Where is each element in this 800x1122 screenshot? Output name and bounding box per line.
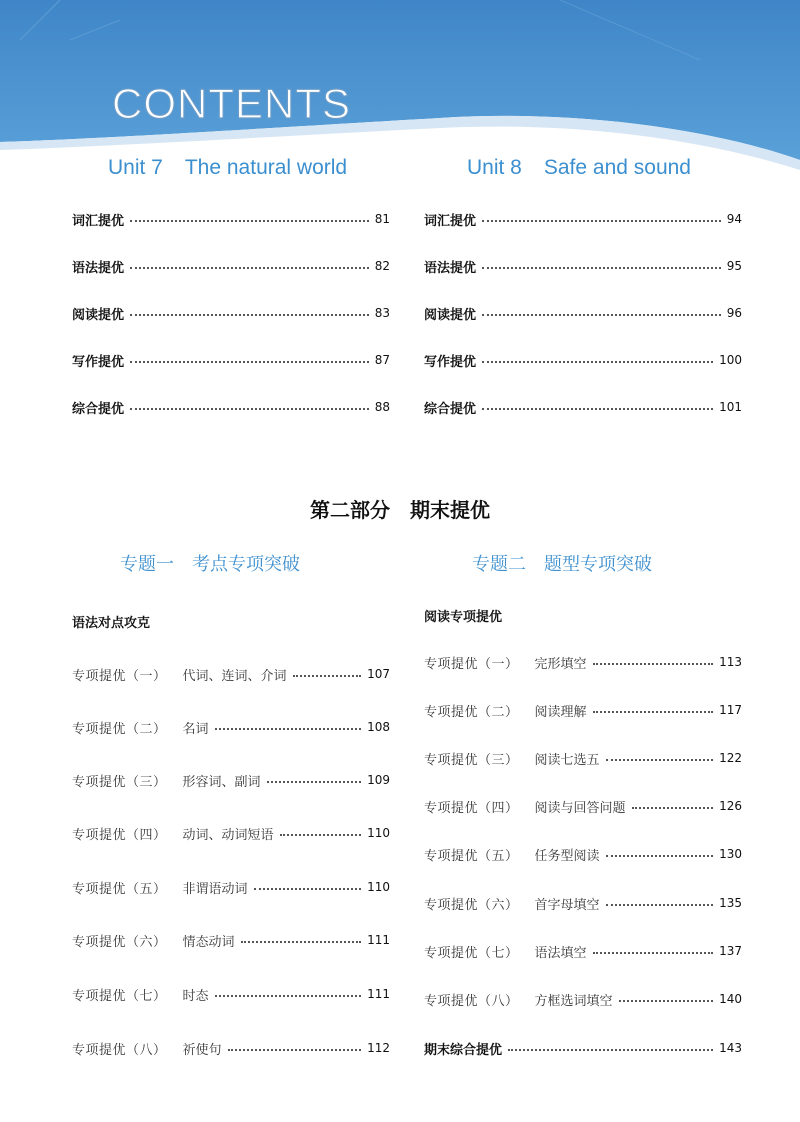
toc-page: 111 [367,987,390,1001]
toc-label: 词汇提优 [72,213,125,229]
toc-row[interactable] [424,209,742,229]
leader-dots [482,361,713,363]
toc-row[interactable] [72,397,390,417]
toc-page: 108 [367,720,390,734]
toc-page: 143 [719,1041,742,1055]
toc-prefix: 专项提优（五） [424,848,519,864]
part2-title: 第二部分 期末提优 [310,498,490,522]
toc-topic: 阅读与回答问题 [534,800,626,816]
toc-page: 87 [374,353,390,367]
toc-page: 88 [374,400,390,414]
toc-page: 83 [374,306,390,320]
toc-topic: 完形填空 [534,656,587,672]
leader-dots [130,267,369,269]
leader-dots [267,781,362,783]
toc-label: 综合提优 [424,401,477,417]
leader-dots [228,1049,362,1051]
leader-dots [593,711,714,713]
toc-page: 107 [367,667,390,681]
toc-row[interactable] [424,700,742,720]
leader-dots [293,675,362,677]
leader-dots [482,314,721,316]
toc-row[interactable] [72,877,390,897]
leader-dots [482,408,713,410]
toc-label: 词汇提优 [424,213,477,229]
toc-prefix: 专项提优（七） [72,988,167,1004]
toc-row[interactable] [424,796,742,816]
unit7-number: Unit 7 [108,156,163,179]
leader-dots [215,995,362,997]
toc-row[interactable] [72,256,390,276]
contents-title: CONTENTS [112,80,351,127]
toc-page: 137 [719,944,742,958]
toc-prefix: 专项提优（六） [424,897,519,913]
toc-prefix: 专项提优（五） [72,881,167,897]
leader-dots [632,807,714,809]
toc-topic: 语法填空 [534,945,587,961]
toc-page: 109 [367,773,390,787]
toc-row-final[interactable] [424,1038,742,1058]
unit8-number: Unit 8 [467,156,522,179]
unit7-title [108,156,347,186]
toc-page: 130 [719,847,742,861]
leader-dots [215,728,362,730]
toc-page: 96 [726,306,742,320]
toc-row[interactable] [72,770,390,790]
toc-topic: 时态 [182,988,209,1004]
toc-topic: 首字母填空 [534,897,600,913]
leader-dots [130,314,369,316]
toc-label: 阅读提优 [72,307,125,323]
toc-label: 语法提优 [424,260,477,276]
toc-page: 122 [719,751,742,765]
toc-prefix: 专项提优（六） [72,934,167,950]
toc-page: 111 [367,933,390,947]
toc-page: 135 [719,896,742,910]
toc-prefix: 专项提优（一） [424,656,519,672]
toc-label: 语法提优 [72,260,125,276]
toc-page: 81 [374,212,390,226]
toc-topic: 阅读理解 [534,704,587,720]
toc-row[interactable] [72,209,390,229]
toc-page: 140 [719,992,742,1006]
leader-dots [619,1000,714,1002]
toc-topic: 代词、连词、介词 [182,668,287,684]
leader-dots [606,855,714,857]
toc-page: 117 [719,703,742,717]
toc-label: 期末综合提优 [424,1042,503,1058]
leader-dots [130,361,369,363]
toc-prefix: 专项提优（三） [72,774,167,790]
toc-page: 113 [719,655,742,669]
toc-row[interactable] [424,256,742,276]
toc-prefix: 专项提优（二） [72,721,167,737]
toc-prefix: 专项提优（三） [424,752,519,768]
toc-page: 112 [367,1041,390,1055]
toc-row[interactable] [72,930,390,950]
toc-row[interactable] [72,823,390,843]
toc-label: 综合提优 [72,401,125,417]
toc-row[interactable] [424,303,742,323]
toc-label: 写作提优 [72,354,125,370]
unit8-title [467,156,691,186]
toc-prefix: 专项提优（七） [424,945,519,961]
topic1-section-head: 语法对点攻克 [72,616,151,631]
toc-page: 110 [367,880,390,894]
toc-page: 94 [726,212,742,226]
leader-dots [130,220,369,222]
leader-dots [606,904,714,906]
toc-prefix: 专项提优（四） [72,827,167,843]
toc-row[interactable] [424,893,742,913]
toc-topic: 形容词、副词 [182,774,261,790]
toc-row[interactable] [424,989,742,1009]
toc-prefix: 专项提优（四） [424,800,519,816]
unit8-name: Safe and sound [543,156,691,179]
topic2-section-head: 阅读专项提优 [424,610,503,625]
toc-row[interactable] [72,984,390,1004]
leader-dots [241,941,362,943]
toc-topic: 名词 [182,721,209,737]
toc-row[interactable] [72,350,390,370]
toc-page: 126 [719,799,742,813]
leader-dots [508,1049,713,1051]
toc-label: 写作提优 [424,354,477,370]
toc-row[interactable] [424,748,742,768]
toc-topic: 阅读七选五 [534,752,600,768]
toc-row[interactable] [424,941,742,961]
toc-row[interactable] [424,397,742,417]
leader-dots [254,888,362,890]
toc-row[interactable] [424,844,742,864]
toc-page: 82 [374,259,390,273]
leader-dots [482,267,721,269]
toc-prefix: 专项提优（八） [424,993,519,1009]
leader-dots [280,834,362,836]
toc-topic: 情态动词 [182,934,235,950]
toc-label: 阅读提优 [424,307,477,323]
topic1-title: 专题一 考点专项突破 [120,554,300,575]
toc-row[interactable] [72,1038,390,1058]
toc-row[interactable] [424,652,742,672]
toc-topic: 动词、动词短语 [182,827,274,843]
toc-page: 100 [719,353,742,367]
toc-page: 95 [726,259,742,273]
topic2-title: 专题二 题型专项突破 [472,554,652,575]
toc-prefix: 专项提优（一） [72,668,167,684]
leader-dots [593,952,714,954]
toc-row[interactable] [424,350,742,370]
toc-row[interactable] [72,664,390,684]
toc-topic: 任务型阅读 [534,848,600,864]
unit7-name: The natural world [184,156,348,179]
toc-topic: 非谓语动词 [182,881,248,897]
toc-topic: 方框选词填空 [534,993,613,1009]
leader-dots [482,220,721,222]
toc-prefix: 专项提优（二） [424,704,519,720]
leader-dots [130,408,369,410]
toc-page: 110 [367,826,390,840]
leader-dots [593,663,714,665]
toc-row[interactable] [72,717,390,737]
toc-prefix: 专项提优（八） [72,1042,167,1058]
leader-dots [606,759,714,761]
toc-topic: 祈使句 [182,1042,222,1058]
toc-page: 101 [719,400,742,414]
toc-row[interactable] [72,303,390,323]
